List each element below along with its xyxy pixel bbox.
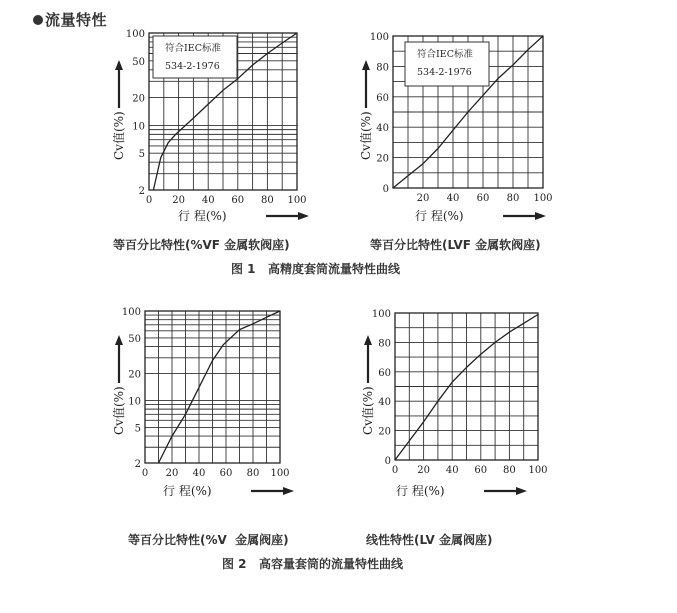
y-axis-label: Cv值(%)	[112, 111, 126, 160]
x-tick-label: 40	[445, 465, 459, 476]
x-tick-label: 40	[201, 195, 215, 206]
x-arrow-head-icon	[283, 487, 294, 495]
y-tick-label: 20	[128, 369, 141, 381]
y-tick-label: 60	[376, 92, 389, 104]
data-curve	[159, 311, 281, 463]
x-tick-label: 60	[476, 193, 490, 204]
y-tick-label: 80	[378, 338, 391, 350]
y-tick-label: 10	[132, 121, 145, 133]
x-tick-label: 40	[446, 193, 460, 204]
x-axis-label: 行 程(%)	[396, 484, 445, 498]
chart-1	[111, 29, 309, 223]
y-tick-label: 5	[134, 423, 141, 435]
y-arrow-head-icon	[115, 60, 123, 70]
y-tick-label: 100	[125, 29, 145, 40]
x-arrow-head-icon	[516, 487, 527, 495]
y-tick-label: 2	[134, 459, 141, 470]
x-tick-label: 40	[192, 468, 206, 479]
y-tick-label: 10	[128, 396, 141, 408]
y-tick-label: 20	[378, 426, 391, 438]
x-tick-label: 20	[172, 195, 185, 206]
chart3-caption: 等百分比特性(%V 金属阀座)	[128, 533, 289, 547]
chart4-caption: 线性特性(LV 金属阀座)	[366, 533, 493, 547]
y-arrow-head-icon	[362, 60, 370, 70]
grid	[145, 311, 280, 463]
figure2-caption: 图 2 高容量套筒的流量特性曲线	[222, 557, 404, 571]
chart1-caption: 等百分比特性(%VF 金属软阀座)	[113, 238, 290, 252]
chart-2	[358, 32, 553, 223]
y-tick-label: 2	[138, 186, 145, 197]
x-tick-label: 0	[391, 465, 399, 476]
x-tick-label: 100	[270, 468, 290, 479]
x-axis-label: 行 程(%)	[178, 209, 227, 223]
legend-text: 符合IEC标准	[417, 49, 473, 60]
grid	[395, 313, 538, 460]
x-axis-label: 行 程(%)	[415, 209, 464, 223]
y-tick-label: 100	[121, 307, 141, 318]
y-tick-label: 50	[132, 56, 145, 68]
page-title-text: 流量特性	[45, 11, 108, 29]
x-axis-label: 行 程(%)	[163, 484, 212, 498]
chart-4	[360, 309, 548, 498]
legend-text: 符合IEC标准	[165, 43, 221, 54]
x-tick-label: 100	[533, 193, 553, 204]
x-tick-label: 60	[474, 465, 488, 476]
x-arrow-head-icon	[298, 212, 309, 220]
x-tick-label: 60	[231, 195, 245, 206]
y-tick-label: 100	[371, 309, 391, 320]
x-tick-label: 20	[165, 468, 179, 479]
x-tick-label: 80	[503, 465, 516, 476]
x-tick-label: 80	[246, 468, 260, 479]
x-tick-label: 0	[145, 195, 153, 206]
x-tick-label: 80	[506, 193, 520, 204]
y-tick-label: 40	[378, 397, 391, 409]
y-tick-label: 20	[376, 153, 389, 165]
y-axis-label: Cv值(%)	[361, 386, 375, 435]
figure1-caption: 图 1 高精度套筒流量特性曲线	[231, 262, 401, 276]
legend-text: 534-2-1976	[165, 61, 220, 72]
y-tick-label: 100	[369, 32, 389, 43]
x-tick-label: 20	[416, 193, 430, 204]
x-tick-label: 0	[141, 468, 149, 479]
y-axis-label: Cv值(%)	[359, 111, 373, 160]
x-tick-label: 100	[528, 465, 548, 476]
x-arrow-head-icon	[535, 212, 546, 220]
x-tick-label: 80	[261, 195, 274, 206]
y-tick-label: 0	[384, 456, 391, 467]
y-tick-label: 5	[138, 149, 145, 161]
y-tick-label: 20	[132, 93, 145, 105]
x-tick-label: 20	[417, 465, 430, 476]
y-tick-label: 0	[382, 184, 389, 195]
x-tick-label: 60	[219, 468, 233, 479]
y-arrow-head-icon	[364, 335, 372, 345]
y-axis-label: Cv值(%)	[112, 386, 126, 435]
x-tick-label: 100	[287, 195, 307, 206]
chart-3	[111, 307, 294, 498]
y-tick-label: 60	[378, 367, 391, 379]
legend-text: 534-2-1976	[417, 67, 472, 78]
y-tick-label: 40	[376, 123, 389, 135]
y-tick-label: 50	[128, 333, 141, 345]
y-tick-label: 80	[376, 62, 389, 74]
chart2-caption: 等百分比特性(LVF 金属软阀座)	[370, 238, 541, 252]
y-arrow-head-icon	[115, 335, 123, 345]
